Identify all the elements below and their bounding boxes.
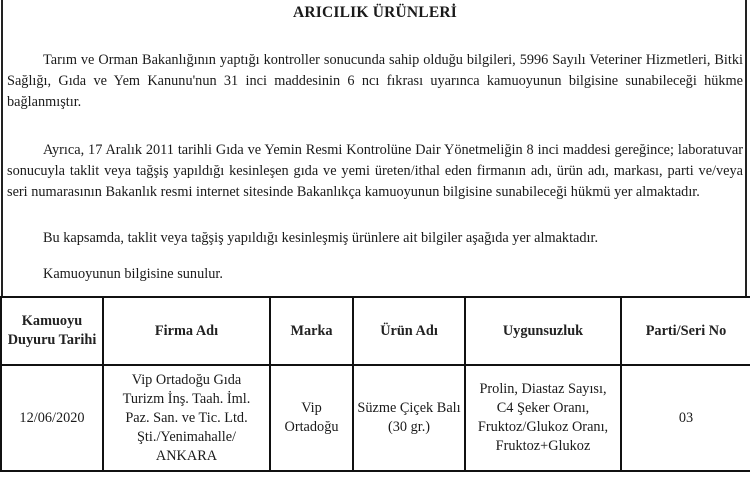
header-brand: Marka [270, 297, 353, 365]
cell-line: (30 gr.) [387, 419, 431, 435]
table-row [1, 365, 750, 471]
cell-line: Paz. San. ve Tic. Ltd. [125, 409, 248, 426]
paragraph-regulation [7, 140, 743, 203]
header-text: Kamuoyu [21, 313, 83, 329]
header-nonconformity: Uygunsuzluk [465, 297, 621, 365]
cell-line: Şti./Yenimahalle/ [136, 428, 237, 445]
cell-product-name [353, 365, 465, 471]
header-product-name: Ürün Adı [353, 297, 465, 365]
cell-line: Prolin, Diastaz Sayısı, [479, 381, 607, 397]
cell-line: Süzme Çiçek Balı [357, 400, 461, 416]
cell-line: Turizm İnş. Taah. İml. [122, 390, 251, 407]
paragraph-scope: Bu kapsamda, taklit veya tağşiş yapıldığı kesinleşmiş ürünlere ait bilgiler aşağıda yer almaktadır. [43, 230, 599, 246]
header-lot-number: Parti/Seri No [621, 297, 750, 365]
table-header-row [1, 297, 750, 365]
paragraph-legal-basis [7, 50, 743, 113]
cell-line: Vip Ortadoğu Gıda [131, 371, 242, 388]
cell-brand [270, 365, 353, 471]
header-text: Duyuru Tarihi [7, 332, 97, 348]
paragraph-text: Tarım ve Orman Bakanlığının yaptığı kontroller sonucunda sahip olduğu bilgileri, 5996 Sayılı Veteriner Hizmetleri, Bitki Sağlığı, Gıda ve Yem Kanunu'nun 31 inci maddesinin 6 ncı fıkrası uyarınca kamuoyunun bilgisine sunabileceği hükme bağlanmıştır. [7, 52, 743, 110]
page-title: ARICILIK ÜRÜNLERİ [292, 4, 458, 21]
cell-nonconformity [465, 365, 621, 471]
header-firm-name: Firma Adı [103, 297, 270, 365]
paragraph-text: Ayrıca, 17 Aralık 2011 tarihli Gıda ve Yemin Resmi Kontrolüne Dair Yönetmeliğin 8 inci maddesi gereğince; laboratuvar sonucuyla taklit veya tağşiş yapıldığı kesinleşen gıda ve yemi üreten/ithal eden firmanın adı, ürün adı, markası, parti ve/veya seri numarasının Bakanlık resmi internet sitesinde Bakanlıkça kamuoyunun bilgisine sunabileceği hükmü yer almaktadır. [7, 142, 743, 200]
cell-firm-name [103, 365, 270, 471]
header-announcement-date [1, 297, 103, 365]
cell-line: Fruktoz/Glukoz Oranı, [477, 419, 609, 435]
cell-date: 12/06/2020 [1, 365, 103, 471]
cell-line: ANKARA [155, 447, 218, 464]
cell-line: Vip [301, 400, 322, 416]
cell-line: Ortadoğu [284, 419, 339, 435]
paragraph-announcement: Kamuoyunun bilgisine sunulur. [43, 266, 223, 282]
cell-line: C4 Şeker Oranı, [496, 400, 590, 416]
cell-lot-number: 03 [621, 365, 750, 471]
cell-line: Fruktoz+Glukoz [495, 438, 591, 454]
results-table [0, 296, 750, 472]
